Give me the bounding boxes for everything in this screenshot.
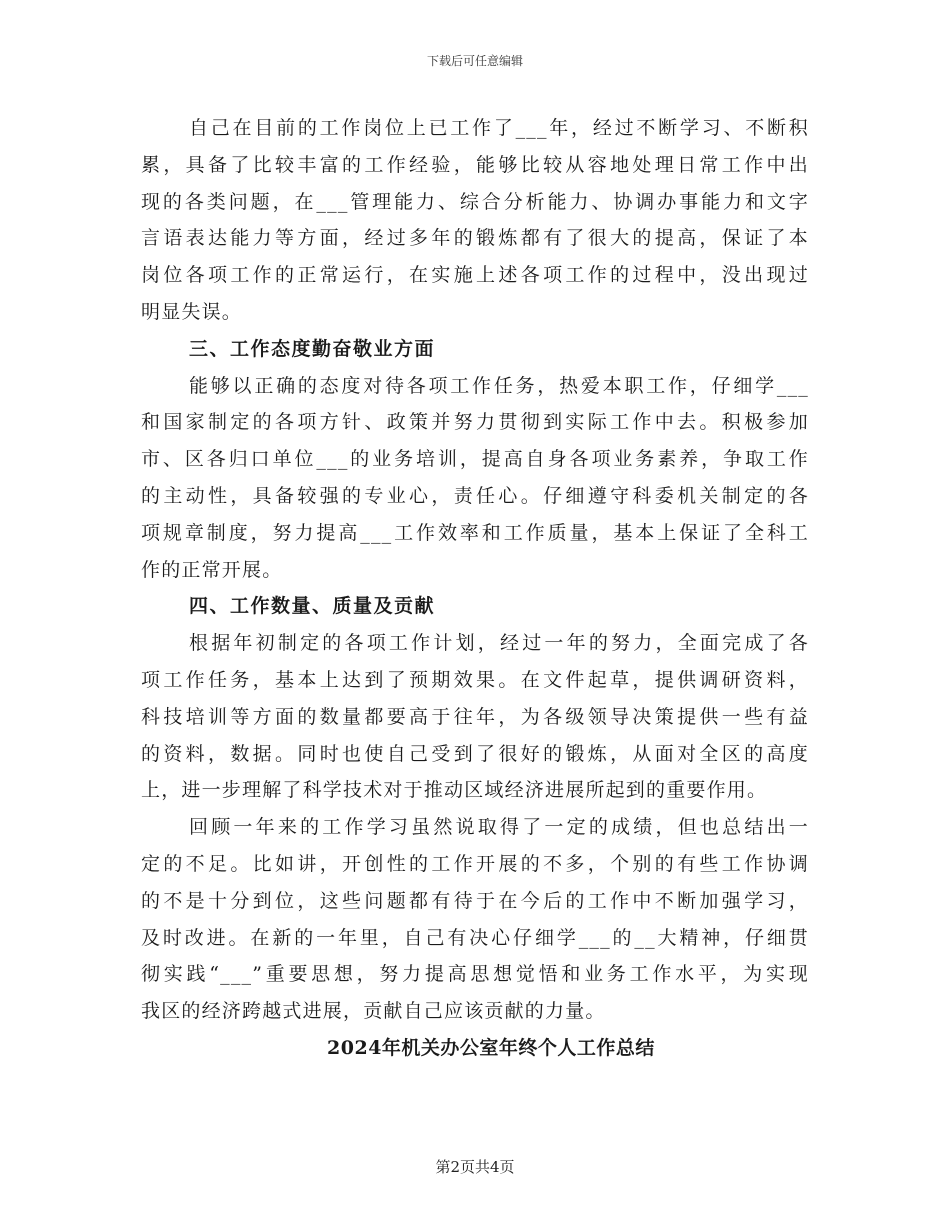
text-line: 我区的经济跨越式进展，贡献自己应该贡献的力量。	[141, 1000, 606, 1023]
text-line: 彻实践“___”重要思想，努力提高思想觉悟和业务工作水平，为实现	[141, 963, 809, 986]
text-line: 及时改进。在新的一年里，自己有决心仔细学___的__大精神，仔细贯	[141, 926, 809, 949]
document-title: 2024年机关办公室年终个人工作总结	[327, 1036, 655, 1059]
text-line: 自己在目前的工作岗位上已工作了___年，经过不断学习、不断积	[189, 117, 809, 139]
page-number: 第2页共4页	[435, 1158, 515, 1176]
text-line: 的不是十分到位，这些问题都有待于在今后的工作中不断加强学习，	[141, 889, 809, 912]
text-line: 的主动性，具备较强的专业心，责任心。仔细遵守科委机关制定的各	[141, 484, 809, 507]
text-line: 能够以正确的态度对待各项工作任务，热爱本职工作，仔细学___	[189, 374, 809, 397]
text-line: 市、区各归口单位___的业务培训，提高自身各项业务素养，争取工作	[141, 448, 809, 471]
text-line: 定的不足。比如讲，开创性的工作开展的不多，个别的有些工作协调	[141, 852, 809, 875]
section-heading-work-attitude: 三、工作态度勤奋敬业方面	[189, 337, 436, 360]
page-header: 下载后可任意编辑	[426, 54, 523, 68]
text-line: 作的正常开展。	[141, 558, 283, 581]
text-line: 上，进一步理解了科学技术对于推动区域经济进展所起到的重要作用。	[141, 779, 768, 802]
text-line: 岗位各项工作的正常运行，在实施上述各项工作的过程中，没出现过	[141, 264, 809, 287]
text-line: 现的各类问题，在___管理能力、综合分析能力、协调办事能力和文字	[141, 190, 809, 213]
text-line: 项工作任务，基本上达到了预期效果。在文件起草，提供调研资料，	[141, 668, 809, 691]
text-line: 项规章制度，努力提高___工作效率和工作质量，基本上保证了全科工	[141, 521, 809, 544]
text-line: 回顾一年来的工作学习虽然说取得了一定的成绩，但也总结出一	[189, 816, 809, 839]
text-line: 根据年初制定的各项工作计划，经过一年的努力，全面完成了各	[189, 632, 809, 655]
text-line: 言语表达能力等方面，经过多年的锻炼都有了很大的提高，保证了本	[141, 227, 809, 250]
text-line: 明显失误。	[141, 300, 243, 323]
paragraph-review	[141, 809, 809, 1030]
text-line: 的资料，数据。同时也使自己受到了很好的锻炼，从面对全区的高度	[141, 742, 809, 765]
document-body	[141, 110, 809, 1067]
text-line: 和国家制定的各项方针、政策并努力贯彻到实际工作中去。积极参加	[141, 411, 809, 434]
text-line: 科技培训等方面的数量都要高于往年，为各级领导决策提供一些有益	[141, 705, 809, 728]
text-line: 累，具备了比较丰富的工作经验，能够比较从容地处理日常工作中出	[141, 153, 809, 176]
paragraph-work-attitude	[141, 368, 809, 589]
paragraph-work-experience	[141, 110, 809, 331]
paragraph-work-quantity	[141, 625, 809, 809]
section-heading-work-quantity: 四、工作数量、质量及贡献	[189, 595, 436, 618]
